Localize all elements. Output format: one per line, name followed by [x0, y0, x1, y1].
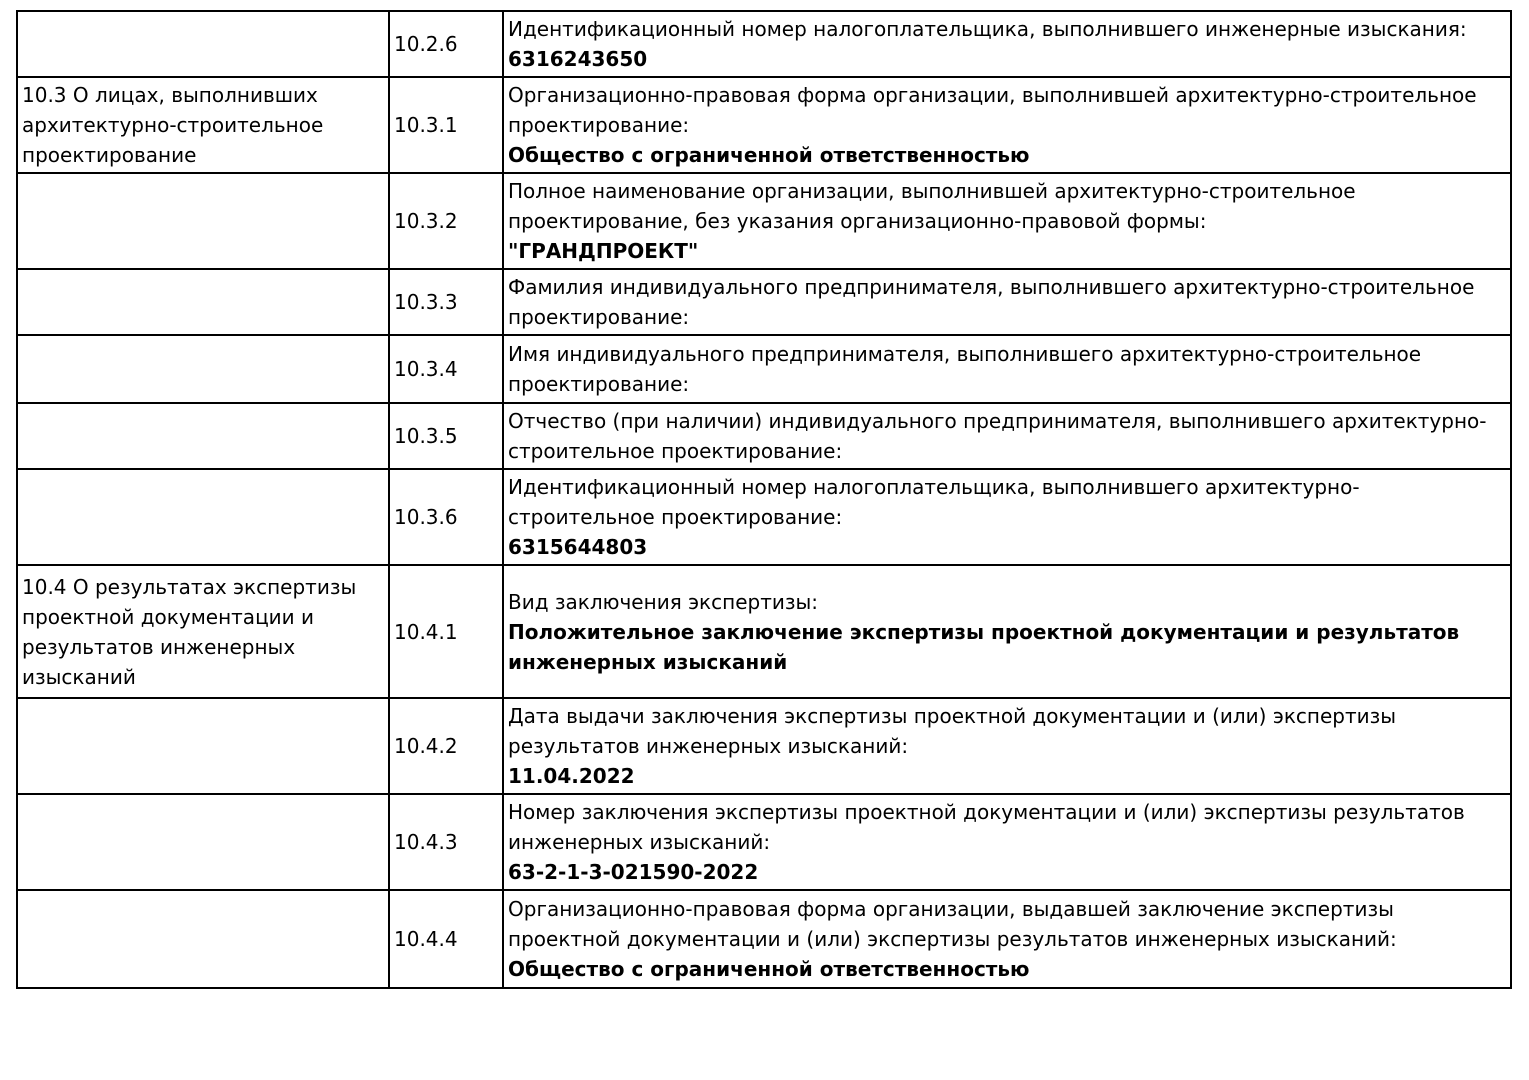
- section-cell: [17, 794, 389, 890]
- section-cell: [17, 77, 389, 173]
- section-cell: [17, 565, 389, 698]
- field-cell: [503, 698, 1511, 794]
- field-cell: [503, 794, 1511, 890]
- field-cell: [503, 335, 1511, 403]
- item-number: 10.4.2: [389, 698, 503, 794]
- section-cell: [17, 469, 389, 565]
- table-row: [17, 335, 1511, 403]
- table-row: [17, 890, 1511, 988]
- field-cell: [503, 173, 1511, 269]
- table-row: [17, 269, 1511, 335]
- section-cell: [17, 403, 389, 469]
- table-row: [17, 403, 1511, 469]
- declaration-table: [16, 10, 1512, 989]
- section-title: 10.4 О результатах экспертизы проектной документации и результатов инженерных изысканий: [22, 574, 357, 689]
- item-number: 10.4.3: [389, 794, 503, 890]
- field-label: Организационно-правовая форма организации, выполнившей архитектурно-строительное проектирование:: [508, 83, 1477, 137]
- field-cell: [503, 890, 1511, 988]
- field-value: Положительное заключение экспертизы проектной документации и результатов инженерных изысканий: [508, 619, 1460, 674]
- item-number: 10.3.1: [389, 77, 503, 173]
- field-cell: [503, 403, 1511, 469]
- table-row: [17, 77, 1511, 173]
- field-cell: [503, 11, 1511, 77]
- field-cell: [503, 565, 1511, 698]
- item-number: 10.4.4: [389, 890, 503, 988]
- field-label: Идентификационный номер налогоплательщика, выполнившего инженерные изыскания:: [508, 17, 1467, 41]
- section-title: 10.3 О лицах, выполнивших архитектурно-строительное проектирование: [22, 83, 324, 167]
- field-value: Общество с ограниченной ответственностью: [508, 957, 1030, 981]
- section-cell: [17, 335, 389, 403]
- table-row: [17, 698, 1511, 794]
- field-value: 6316243650: [508, 47, 648, 71]
- field-value: 63-2-1-3-021590-2022: [508, 860, 759, 884]
- field-label: Номер заключения экспертизы проектной документации и (или) экспертизы результатов инженерных изысканий:: [508, 800, 1465, 854]
- field-value: 11.04.2022: [508, 764, 635, 788]
- field-label: Идентификационный номер налогоплательщика, выполнившего архитектурно-строительное проектирование:: [508, 475, 1360, 529]
- item-number: 10.3.5: [389, 403, 503, 469]
- section-cell: [17, 11, 389, 77]
- field-value: 6315644803: [508, 535, 648, 559]
- table-row: [17, 469, 1511, 565]
- section-cell: [17, 890, 389, 988]
- section-cell: [17, 173, 389, 269]
- field-label: Организационно-правовая форма организации, выдавшей заключение экспертизы проектной документации и (или) экспертизы результатов инженерных изысканий:: [508, 897, 1397, 951]
- section-cell: [17, 269, 389, 335]
- item-number: 10.3.2: [389, 173, 503, 269]
- item-number: 10.2.6: [389, 11, 503, 77]
- item-number: 10.4.1: [389, 565, 503, 698]
- field-label: Фамилия индивидуального предпринимателя, выполнившего архитектурно-строительное проектирование:: [508, 275, 1475, 329]
- item-number: 10.3.6: [389, 469, 503, 565]
- field-cell: [503, 469, 1511, 565]
- field-cell: [503, 77, 1511, 173]
- table-row: [17, 565, 1511, 698]
- section-cell: [17, 698, 389, 794]
- item-number: 10.3.3: [389, 269, 503, 335]
- table-row: [17, 794, 1511, 890]
- table-row: [17, 173, 1511, 269]
- field-cell: [503, 269, 1511, 335]
- table-row: [17, 11, 1511, 77]
- field-value: "ГРАНДПРОЕКТ": [508, 239, 699, 263]
- field-label: Имя индивидуального предпринимателя, выполнившего архитектурно-строительное проектирование:: [508, 342, 1422, 396]
- field-label: Полное наименование организации, выполнившей архитектурно-строительное проектирование, без указания организационно-правовой формы:: [508, 179, 1356, 233]
- field-label: Отчество (при наличии) индивидуального предпринимателя, выполнившего архитектурно-строительное проектирование:: [508, 409, 1487, 463]
- field-value: Общество с ограниченной ответственностью: [508, 143, 1030, 167]
- field-label: Дата выдачи заключения экспертизы проектной документации и (или) экспертизы результатов инженерных изысканий:: [508, 704, 1397, 758]
- item-number: 10.3.4: [389, 335, 503, 403]
- field-label: Вид заключения экспертизы:: [508, 589, 819, 614]
